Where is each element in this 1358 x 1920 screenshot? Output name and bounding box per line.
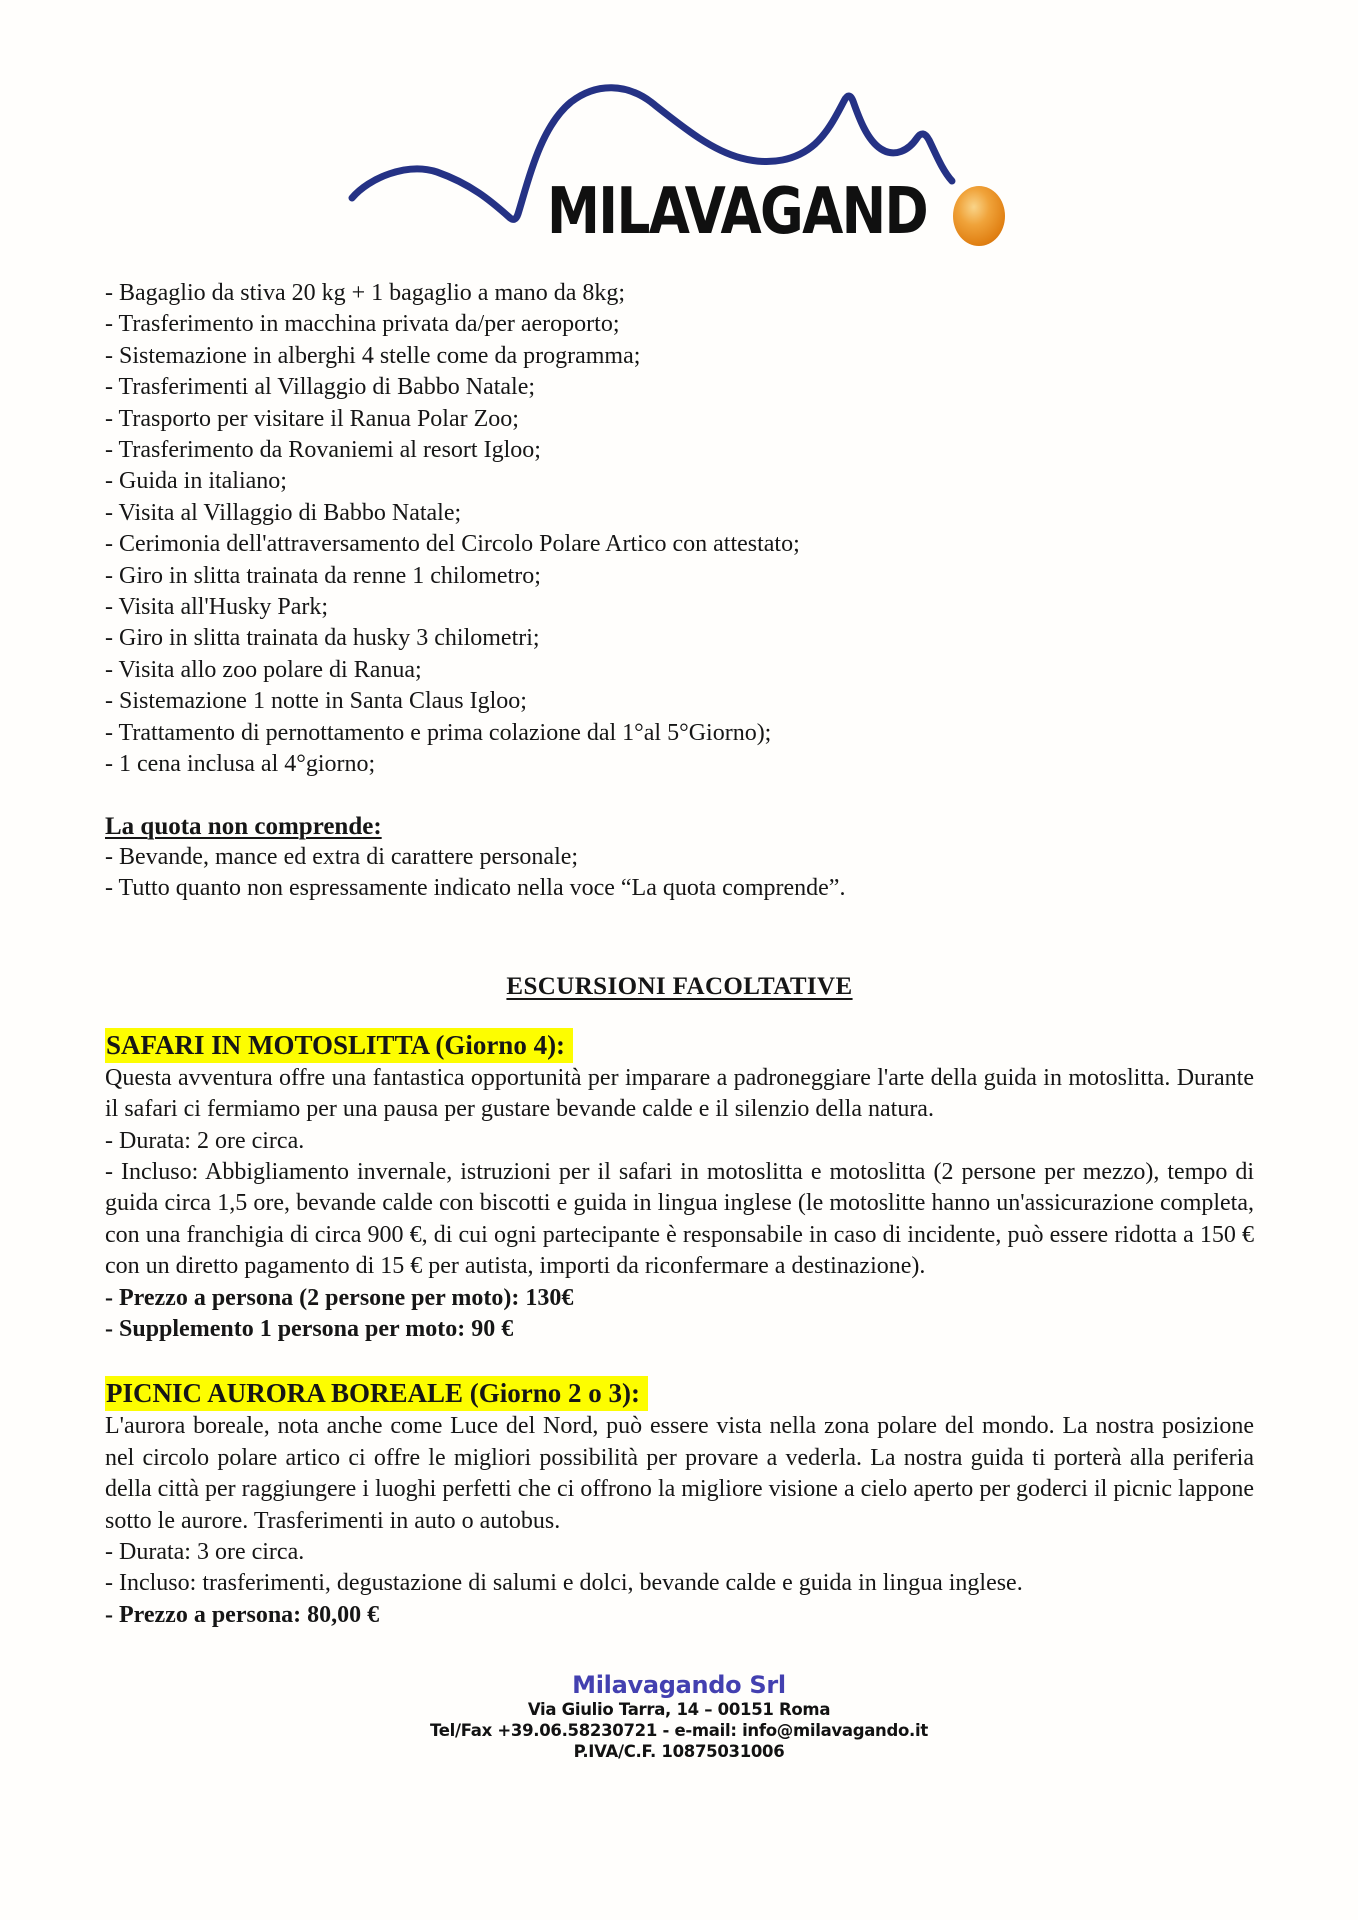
picnic-intro-paragraph: L'aurora boreale, nota anche come Luce del Nord, può essere vista nella zona polare del mondo. La nostra posizione nel circolo polare artico ci offre le migliori possibilità per provare a vederla. La nostra guida ti porterà alla periferia della città per raggiungere i luoghi perfetti che ci offrono la migliore visione a cielo aperto per goderci il picnic lappone sotto le aurore. Trasferimenti in auto o autobus. — [105, 1413, 1254, 1534]
included-item: - Visita al Villaggio di Babbo Natale; — [105, 499, 462, 526]
milavagando-logo-graphic — [339, 46, 1039, 258]
company-footer — [0, 1671, 1358, 1762]
excluded-item: - Tutto quanto non espressamente indicato nella voce “La quota comprende”. — [105, 875, 846, 902]
included-item: - Giro in slitta trainata da husky 3 chilometri; — [105, 625, 540, 652]
safari-intro-paragraph: Questa avventura offre una fantastica opportunità per imparare a padroneggiare l'arte della guida in motoslitta. Durante il safari ci fermiamo per una pausa per gustare bevande calde e il silenzio della natura. — [105, 1064, 1254, 1123]
quota-non-comprende-list — [105, 842, 1254, 905]
excluded-item: - Bevande, mance ed extra di carattere personale; — [105, 843, 579, 870]
logo-orange-ball-icon — [953, 186, 1005, 246]
escursioni-facoltative-title: ESCURSIONI FACOLTATIVE — [506, 972, 853, 1000]
quota-non-comprende-heading: La quota non comprende: — [105, 812, 382, 840]
quota-comprende-list — [105, 278, 1254, 781]
safari-section-heading — [105, 1027, 1254, 1063]
included-item: - Trasferimento da Rovaniemi al resort Igloo; — [105, 437, 541, 464]
included-item: - Giro in slitta trainata da renne 1 chilometro; — [105, 562, 541, 589]
included-item: - Visita allo zoo polare di Ranua; — [105, 656, 422, 683]
included-item: - Trasferimento in macchina privata da/per aeroporto; — [105, 311, 620, 338]
included-item: - Trattamento di pernottamento e prima colazione dal 1°al 5°Giorno); — [105, 719, 772, 746]
footer-piva: P.IVA/C.F. 10875031006 — [573, 1742, 785, 1762]
picnic-heading-highlight: PICNIC AURORA BOREALE (Giorno 2 o 3): — [105, 1376, 648, 1411]
picnic-section-heading — [105, 1375, 1254, 1411]
included-item: - Guida in italiano; — [105, 468, 287, 495]
logo-brand-text: MILAVAGAND — [547, 175, 927, 249]
included-item: - Sistemazione 1 notte in Santa Claus Igloo; — [105, 688, 527, 715]
safari-heading-highlight: SAFARI IN MOTOSLITTA (Giorno 4): — [105, 1028, 573, 1063]
included-item: - Visita all'Husky Park; — [105, 594, 329, 621]
picnic-incluso-line: - Incluso: trasferimenti, degustazione di salumi e dolci, bevande calde e guida in lingua inglese. — [105, 1570, 1023, 1597]
included-item: - 1 cena inclusa al 4°giorno; — [105, 751, 376, 778]
included-item: - Cerimonia dell'attraversamento del Circolo Polare Artico con attestato; — [105, 531, 800, 558]
included-item: - Trasporto per visitare il Ranua Polar Zoo; — [105, 405, 519, 432]
picnic-durata-line: - Durata: 3 ore circa. — [105, 1539, 305, 1565]
safari-durata-line: - Durata: 2 ore circa. — [105, 1127, 305, 1154]
included-item: - Trasferimenti al Villaggio di Babbo Natale; — [105, 374, 536, 401]
footer-company-name: Milavagando Srl — [572, 1671, 786, 1700]
document-body — [105, 278, 1254, 1631]
footer-contact: Tel/Fax +39.06.58230721 - e-mail: info@milavagando.it — [430, 1721, 928, 1741]
picnic-price-line: - Prezzo a persona: 80,00 € — [105, 1601, 380, 1628]
safari-incluso-paragraph: - Incluso: Abbigliamento invernale, istruzioni per il safari in motoslitta e motoslitta (2 persone per mezzo), tempo di guida circa 1,5 ore, bevande calde con biscotti e guida in lingua inglese (le motoslitte hanno un'assicurazione completa, con una franchigia di circa 900 €, di cui ogni partecipante è responsabile in caso di incidente, può essere ridotta a 150 € con un diretto pagamento di 15 € per autista, importi da riconfermare a destinazione). — [105, 1158, 1254, 1280]
company-logo — [0, 0, 1358, 260]
included-item: - Bagaglio da stiva 20 kg + 1 bagaglio a mano da 8kg; — [105, 280, 626, 306]
included-item: - Sistemazione in alberghi 4 stelle come da programma; — [105, 342, 641, 369]
safari-price-line: - Prezzo a persona (2 persone per moto): 130€ — [105, 1284, 574, 1311]
footer-address: Via Giulio Tarra, 14 – 00151 Roma — [527, 1700, 831, 1720]
safari-supplement-line: - Supplemento 1 persona per moto: 90 € — [105, 1315, 514, 1342]
